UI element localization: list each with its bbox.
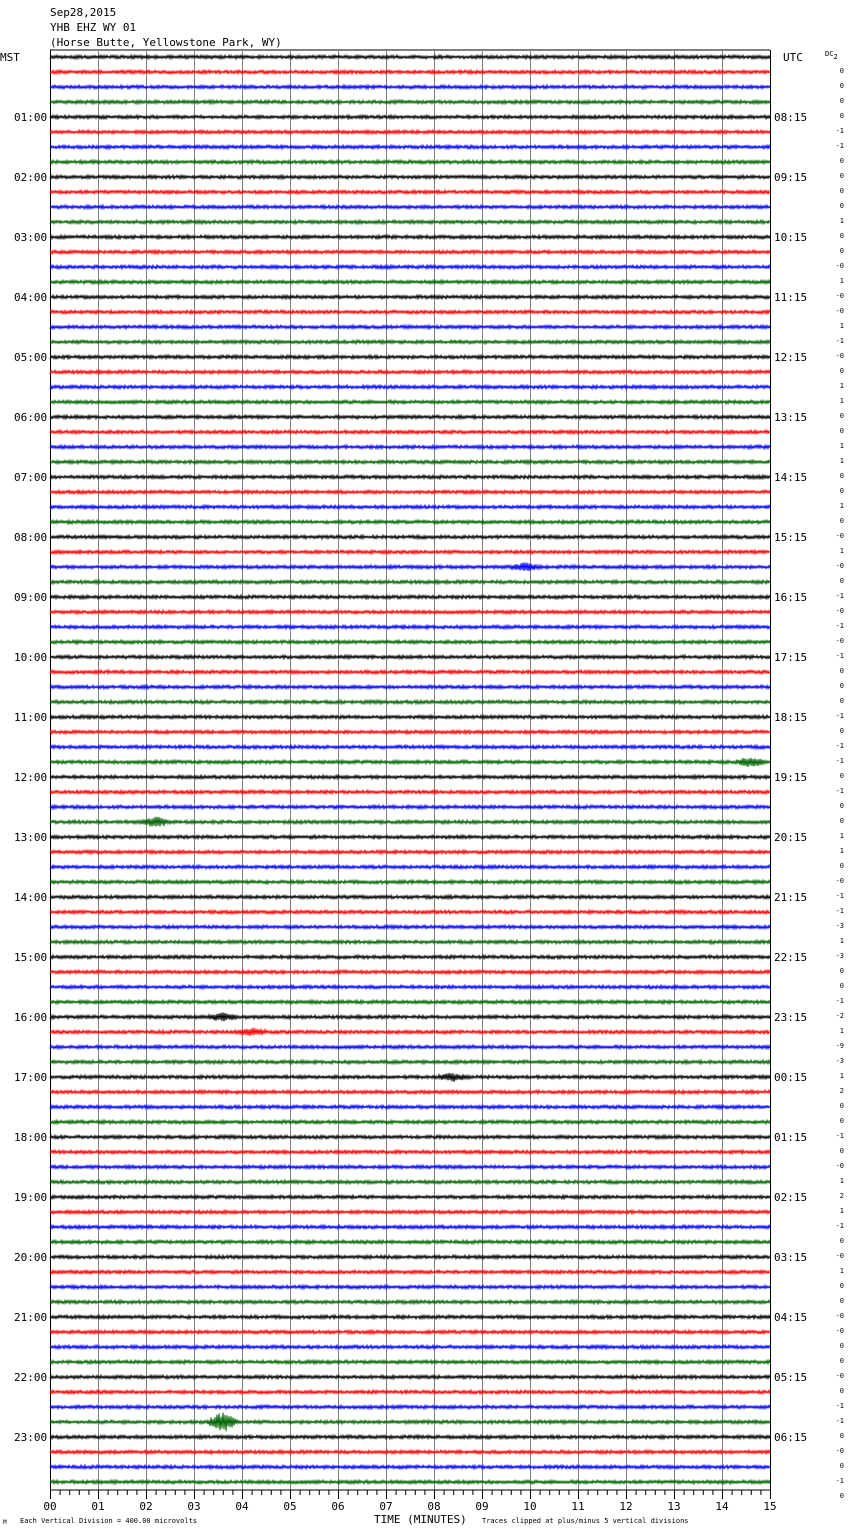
trace-row [50,1120,770,1124]
left-hour-label: 18:00 [14,1131,48,1144]
dc-offset-value: -1 [835,1132,844,1140]
trace-row [50,1465,770,1469]
dc-offset-value: 0 [839,172,844,180]
dc-offset-value: 0 [839,967,844,975]
x-tick-label: 03 [187,1500,201,1513]
dc-offset-value: 2 [839,1087,844,1095]
trace-row [50,190,770,194]
x-tick-label: 08 [427,1500,441,1513]
x-tick-label: 13 [667,1500,681,1513]
left-hour-label: 09:00 [14,591,48,604]
trace-row [50,55,770,59]
dc-offset-value: -9 [835,1042,844,1050]
x-tick-label: 02 [139,1500,153,1513]
dc-offset-value: -0 [835,307,844,315]
trace-row [50,985,770,989]
left-hour-label: 11:00 [14,711,48,724]
dc-offset-value: 1 [839,937,844,945]
trace-row [50,400,770,404]
dc-offset-value: 1 [839,1027,844,1035]
dc-offset-value: -0 [835,292,844,300]
dc-offset-value: 0 [839,727,844,735]
trace-row [50,1315,770,1319]
right-hour-label: 19:15 [774,771,808,784]
trace-row [50,310,770,314]
trace-row [50,790,770,794]
dc-offset-value: 0 [839,772,844,780]
left-hour-label: 03:00 [14,231,48,244]
dc-offset-value: -1 [835,592,844,600]
dc-offset-value: 0 [839,1282,844,1290]
dc-offset-value: 0 [839,67,844,75]
dc-offset-value: 0 [839,682,844,690]
x-tick-label: 00 [43,1500,57,1513]
dc-offset-value: -1 [835,127,844,135]
x-axis [43,1490,776,1513]
dc-offset-value: 0 [839,187,844,195]
right-hour-label: 05:15 [774,1371,808,1384]
trace-row [50,1270,770,1274]
dc-offset-value: 0 [839,202,844,210]
trace-row [50,1300,770,1304]
right-hour-label: 09:15 [774,171,808,184]
trace-row [50,1028,770,1036]
dc-offset-value: 0 [839,1117,844,1125]
right-hour-label: 01:15 [774,1131,808,1144]
trace-row [50,355,770,359]
trace-row [50,505,770,509]
trace-row [50,1285,770,1289]
dc-offset-value: -1 [835,907,844,915]
trace-row [50,805,770,809]
x-tick-label: 14 [715,1500,729,1513]
dc-offset-value: 0 [839,247,844,255]
right-hour-label: 06:15 [774,1431,808,1444]
trace-row [50,1450,770,1454]
left-hour-label: 13:00 [14,831,48,844]
date-label: Sep28,2015 [50,6,117,19]
trace-row [50,550,770,554]
right-hour-label: 10:15 [774,231,808,244]
dc-subscript: 2 [833,53,838,61]
dc-offset-value: 1 [839,277,844,285]
trace-row [50,160,770,164]
dc-offset-value: 1 [839,382,844,390]
x-tick-label: 10 [523,1500,537,1513]
trace-row [50,460,770,464]
dc-offset-value: 0 [839,97,844,105]
trace-row [50,205,770,209]
left-hour-label: 01:00 [14,111,48,124]
trace-row [50,85,770,89]
dc-offset-value: -1 [835,997,844,1005]
dc-offset-value: -1 [835,652,844,660]
trace-row [50,1405,770,1409]
left-hour-label: 04:00 [14,291,48,304]
trace-row [50,100,770,104]
dc-offset-value: 0 [839,157,844,165]
dc-offset-value: -0 [835,1447,844,1455]
right-hour-label: 23:15 [774,1011,808,1024]
trace-row [50,562,770,571]
trace-row [50,580,770,584]
x-axis-title: TIME (MINUTES) [374,1513,467,1526]
right-hour-label: 13:15 [774,411,808,424]
dc-offset-value: 1 [839,217,844,225]
dc-offset-value: 0 [839,412,844,420]
right-hour-label: 18:15 [774,711,808,724]
trace-row [50,1435,770,1439]
dc-offset-value: -1 [835,1417,844,1425]
trace-row [50,1255,770,1259]
trace-row [50,1210,770,1214]
trace-row [50,475,770,479]
trace-row [50,430,770,434]
dc-offset-value: -0 [835,532,844,540]
trace-row [50,655,770,659]
dc-offset-value: 1 [839,1072,844,1080]
right-hour-label: 03:15 [774,1251,808,1264]
trace-row [50,955,770,959]
trace-row [50,1012,770,1021]
trace-row [50,295,770,299]
trace-row [50,1195,770,1199]
right-hour-label: 17:15 [774,651,808,664]
trace-row [50,325,770,329]
right-timezone-label: UTC [783,51,803,64]
dc-offset-value: 1 [839,397,844,405]
x-tick-label: 01 [91,1500,105,1513]
trace-row [50,280,770,284]
trace-row [50,1413,770,1431]
dc-offset-value: 0 [839,1387,844,1395]
dc-offset-value: -0 [835,1372,844,1380]
dc-offset-value: -0 [835,1252,844,1260]
dc-offset-value: -1 [835,757,844,765]
trace-row [50,1390,770,1394]
x-tick-label: 15 [763,1500,777,1513]
trace-row [50,730,770,734]
left-hour-label: 17:00 [14,1071,48,1084]
dc-offset-value: -1 [835,337,844,345]
trace-row [50,265,770,269]
dc-offset-value: 0 [839,817,844,825]
trace-row [50,610,770,614]
left-hour-label: 20:00 [14,1251,48,1264]
dc-offset-value: 0 [839,427,844,435]
right-hour-label: 20:15 [774,831,808,844]
dc-offset-value: -0 [835,877,844,885]
dc-offset-value: 0 [839,487,844,495]
dc-label-text: DC [825,50,834,58]
trace-row [50,1150,770,1154]
trace-row [50,250,770,254]
trace-row [50,700,770,704]
trace-row [50,415,770,419]
dc-offset-value: 0 [839,112,844,120]
trace-row [50,1480,770,1484]
dc-offset-value: 2 [839,1192,844,1200]
x-tick-label: 04 [235,1500,249,1513]
trace-row [50,910,770,914]
right-hour-label: 15:15 [774,531,808,544]
trace-row [50,220,770,224]
trace-row [50,130,770,134]
left-hour-label: 14:00 [14,891,48,904]
trace-row [50,895,770,899]
trace-row [50,145,770,149]
trace-row [50,745,770,749]
dc-offset-value: -3 [835,922,844,930]
x-tick-label: 12 [619,1500,633,1513]
dc-offset-value: -3 [835,1057,844,1065]
trace-row [50,1045,770,1049]
location-label: (Horse Butte, Yellowstone Park, WY) [50,36,282,49]
trace-row [50,940,770,944]
dc-offset-value: 1 [839,847,844,855]
dc-offset-value: 0 [839,1297,844,1305]
right-hour-label: 12:15 [774,351,808,364]
dc-offset-value: 0 [839,472,844,480]
trace-row [50,685,770,689]
trace-row [50,175,770,179]
right-hour-label: 04:15 [774,1311,808,1324]
trace-row [50,490,770,494]
dc-offset-value: 0 [839,1147,844,1155]
dc-offset-value: -0 [835,1327,844,1335]
trace-row [50,1090,770,1094]
dc-offset-value: 1 [839,457,844,465]
left-hour-label: 21:00 [14,1311,48,1324]
trace-row [50,1105,770,1109]
dc-offset-value: -1 [835,742,844,750]
trace-row [50,70,770,74]
dc-offset-value: 1 [839,322,844,330]
x-tick-label: 07 [379,1500,393,1513]
left-hour-label: 23:00 [14,1431,48,1444]
dc-offset-value: 1 [839,1267,844,1275]
dc-offset-value: 1 [839,832,844,840]
left-timezone-label: MST [0,51,20,64]
trace-row [50,925,770,929]
x-tick-label: 06 [331,1500,345,1513]
left-hour-label: 15:00 [14,951,48,964]
dc-offset-value: 0 [839,232,844,240]
trace-row [50,520,770,524]
left-hour-label: 10:00 [14,651,48,664]
trace-row [50,1330,770,1334]
trace-row [50,850,770,854]
dc-offset-value: 1 [839,502,844,510]
trace-row [50,370,770,374]
dc-offset-value: -0 [835,262,844,270]
right-hour-label: 16:15 [774,591,808,604]
trace-row [50,758,770,767]
trace-row [50,535,770,539]
trace-layer [50,55,770,1484]
dc-offset-value: -1 [835,1222,844,1230]
x-tick-label: 11 [571,1500,585,1513]
dc-offset-value: -1 [835,622,844,630]
dc-offset-value: 0 [839,1237,844,1245]
trace-row [50,1360,770,1364]
left-hour-label: 12:00 [14,771,48,784]
trace-row [50,1345,770,1349]
dc-offset-value: 0 [839,1432,844,1440]
trace-row [50,715,770,719]
trace-row [50,1060,770,1064]
dc-offset-value: -0 [835,562,844,570]
trace-row [50,115,770,119]
trace-row [50,670,770,674]
trace-row [50,340,770,344]
scale-note: Each Vertical Division = 400.00 microvolts [20,1517,198,1525]
dc-offset-value: -0 [835,637,844,645]
clip-note: Traces clipped at plus/minus 5 vertical divisions [482,1517,689,1525]
right-hour-label: 00:15 [774,1071,808,1084]
trace-row [50,1240,770,1244]
trace-row [50,445,770,449]
trace-row [50,625,770,629]
dc-offset-value: -1 [835,1477,844,1485]
dc-offset-value: -0 [835,1162,844,1170]
dc-offset-value: 0 [839,1462,844,1470]
dc-offset-value: 0 [839,862,844,870]
right-hour-label: 22:15 [774,951,808,964]
left-hour-label: 16:00 [14,1011,48,1024]
dc-offset-value: -1 [835,1402,844,1410]
dc-offset-value: -1 [835,787,844,795]
right-hour-label: 14:15 [774,471,808,484]
left-hour-label: 02:00 [14,171,48,184]
trace-row [50,1225,770,1229]
dc-offset-value: 0 [839,82,844,90]
dc-offset-value: 0 [839,667,844,675]
left-hour-label: 19:00 [14,1191,48,1204]
right-hour-label: 08:15 [774,111,808,124]
trace-row [50,1180,770,1184]
dc-offset-value: -3 [835,952,844,960]
trace-row [50,1375,770,1379]
dc-offset-value: -0 [835,607,844,615]
dc-offset-value: 0 [839,982,844,990]
trace-row [50,775,770,779]
station-label: YHB EHZ WY 01 [50,21,137,34]
right-hour-label: 11:15 [774,291,808,304]
trace-row [50,835,770,839]
left-hour-label: 06:00 [14,411,48,424]
dc-offset-value: 0 [839,577,844,585]
right-hour-label: 21:15 [774,891,808,904]
left-hour-label: 08:00 [14,531,48,544]
trace-row [50,640,770,644]
trace-row [50,970,770,974]
left-hour-label: 07:00 [14,471,48,484]
dc-offset-value: 0 [839,1357,844,1365]
trace-row [50,1165,770,1169]
trace-row [50,1135,770,1139]
dc-offset-value: 0 [839,802,844,810]
trace-row [50,595,770,599]
dc-offset-value: 1 [839,442,844,450]
dc-offset-value: -0 [835,1312,844,1320]
dc-offset-value: -0 [835,352,844,360]
trace-row [50,880,770,884]
dc-offset-value: 0 [839,1102,844,1110]
trace-row [50,385,770,389]
dc-offset-value: 0 [839,1492,844,1500]
left-hour-label: 22:00 [14,1371,48,1384]
dc-offset-value: 1 [839,1207,844,1215]
dc-offset-value: -2 [835,1012,844,1020]
dc-offset-value: 1 [839,1177,844,1185]
dc-offset-value: -1 [835,892,844,900]
dc-label [825,50,838,61]
trace-row [50,1000,770,1004]
left-hour-label: 05:00 [14,351,48,364]
x-tick-label: 05 [283,1500,297,1513]
corner-mark: M [3,1519,7,1526]
dc-offset-value: -1 [835,712,844,720]
dc-offset-value: 0 [839,697,844,705]
x-tick-label: 09 [475,1500,489,1513]
right-hour-label: 02:15 [774,1191,808,1204]
trace-row [50,865,770,869]
dc-offset-value: -1 [835,142,844,150]
dc-offset-value: 0 [839,517,844,525]
dc-offset-value: 1 [839,547,844,555]
trace-row [50,1073,770,1082]
dc-offset-value: 0 [839,1342,844,1350]
trace-row [50,235,770,239]
dc-offset-value: 0 [839,367,844,375]
trace-row [50,817,770,827]
